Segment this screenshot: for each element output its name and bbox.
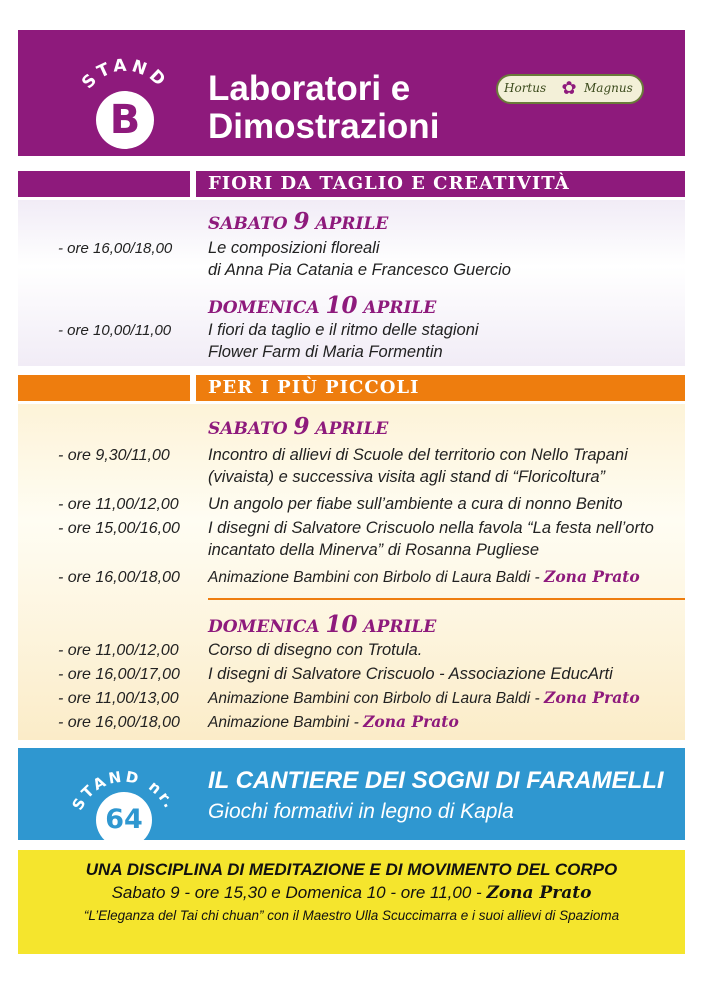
event-line: I fiori da taglio e il ritmo delle stagioni — [208, 321, 479, 339]
event-time: - ore 9,30/11,00 — [58, 447, 170, 464]
event-time: - ore 16,00/17,00 — [58, 666, 180, 683]
month-name: APRILE — [363, 298, 437, 318]
section-heading-piccoli — [196, 375, 685, 401]
event-line: di Anna Pia Catania e Francesco Guercio — [208, 261, 511, 279]
day-name: SABATO — [208, 214, 288, 234]
stand-64-word: STAND nr. — [68, 767, 180, 814]
title-line-2: Dimostrazioni — [208, 107, 440, 146]
logo-text-left: Hortus — [504, 81, 547, 95]
stand-64-title: IL CANTIERE DEI SOGNI DI FARAMELLI — [208, 767, 664, 794]
day-name: DOMENICA — [208, 617, 320, 637]
section-bar-accent — [18, 171, 190, 197]
day-number: 9 — [293, 413, 310, 440]
page-title — [208, 70, 439, 146]
event-description — [208, 566, 640, 589]
stand-64-subtitle: Giochi formativi in legno di Kapla — [208, 800, 514, 823]
stand-letter: B — [109, 97, 141, 143]
event-description — [208, 319, 479, 363]
day-name: SABATO — [208, 419, 288, 439]
day-number: 9 — [293, 208, 310, 235]
event-description — [208, 517, 654, 561]
day-label — [208, 208, 388, 235]
zona-label: Zona Prato — [486, 883, 592, 903]
event-time: - ore 16,00/18,00 — [58, 714, 180, 731]
event-line: Animazione Bambini - — [208, 714, 359, 731]
event-description — [208, 493, 623, 515]
event-line: Un angolo per fiabe sull’ambiente a cura di nonno Benito — [208, 495, 623, 513]
flower-icon: ✿ — [561, 78, 577, 99]
event-time: - ore 10,00/11,00 — [58, 322, 172, 339]
event-time: - ore 11,00/13,00 — [58, 690, 179, 707]
event-time: - ore 11,00/12,00 — [58, 642, 179, 659]
day-name: DOMENICA — [208, 298, 320, 318]
section-heading-text: PER I PIÙ PICCOLI — [208, 377, 420, 398]
event-time: - ore 16,00/18,00 — [58, 240, 173, 257]
day-divider — [208, 598, 685, 600]
zona-label: Zona Prato — [363, 712, 459, 731]
event-line: Flower Farm di Maria Formentin — [208, 343, 443, 361]
event-description — [208, 444, 628, 488]
section-heading-fiori — [196, 171, 685, 197]
month-name: APRILE — [363, 617, 437, 637]
event-line: I disegni di Salvatore Criscuolo - Associazione EducArti — [208, 665, 613, 683]
day-label — [208, 292, 436, 319]
meditation-times: Sabato 9 - ore 15,30 e Domenica 10 - ore 11,00 - — [111, 883, 482, 902]
section-heading-text: FIORI DA TAGLIO E CREATIVITÀ — [208, 173, 570, 194]
event-time: - ore 15,00/16,00 — [58, 520, 180, 537]
event-line: incantato della Minerva” di Rosanna Pugliese — [208, 541, 540, 559]
event-description — [208, 711, 459, 734]
event-description — [208, 237, 511, 281]
zona-label: Zona Prato — [544, 688, 640, 707]
event-line: I disegni di Salvatore Criscuolo nella favola “La festa nell’orto — [208, 519, 654, 537]
stand-64-number: 64 — [105, 804, 143, 835]
svg-text:STAND — [78, 56, 172, 93]
meditation-schedule — [18, 883, 685, 903]
event-line: Corso di disegno con Trotula. — [208, 641, 423, 659]
meditation-description: “L’Eleganza del Tai chi chuan” con il Maestro Ulla Scuccimarra e i suoi allievi di Spazioma — [83, 908, 620, 923]
event-line: Animazione Bambini con Birbolo di Laura Baldi - — [208, 690, 540, 707]
event-time: - ore 16,00/18,00 — [58, 569, 180, 586]
zona-label: Zona Prato — [544, 567, 640, 586]
event-description — [208, 663, 613, 685]
day-label — [208, 413, 388, 440]
event-line: Incontro di allievi di Scuole del territorio con Nello Trapani — [208, 446, 628, 464]
day-label — [208, 611, 436, 638]
month-name: APRILE — [315, 419, 389, 439]
event-description — [208, 687, 640, 710]
event-time: - ore 11,00/12,00 — [58, 496, 179, 513]
stand-word: STAND — [78, 55, 172, 94]
logo-text-right: Magnus — [584, 81, 633, 95]
section-bar-accent — [18, 375, 190, 401]
day-number: 10 — [325, 292, 358, 319]
event-line: Animazione Bambini con Birbolo di Laura Baldi - — [208, 569, 540, 586]
event-line: (vivaista) e successiva visita agli stand di “Floricoltura” — [208, 468, 606, 486]
event-line: Le composizioni floreali — [208, 239, 380, 257]
month-name: APRILE — [315, 214, 389, 234]
event-description — [208, 639, 422, 661]
day-number: 10 — [325, 611, 358, 638]
title-line-1: Laboratori e — [208, 69, 411, 108]
meditation-title: UNA DISCIPLINA DI MEDITAZIONE E DI MOVIMENTO DEL CORPO — [85, 860, 618, 879]
